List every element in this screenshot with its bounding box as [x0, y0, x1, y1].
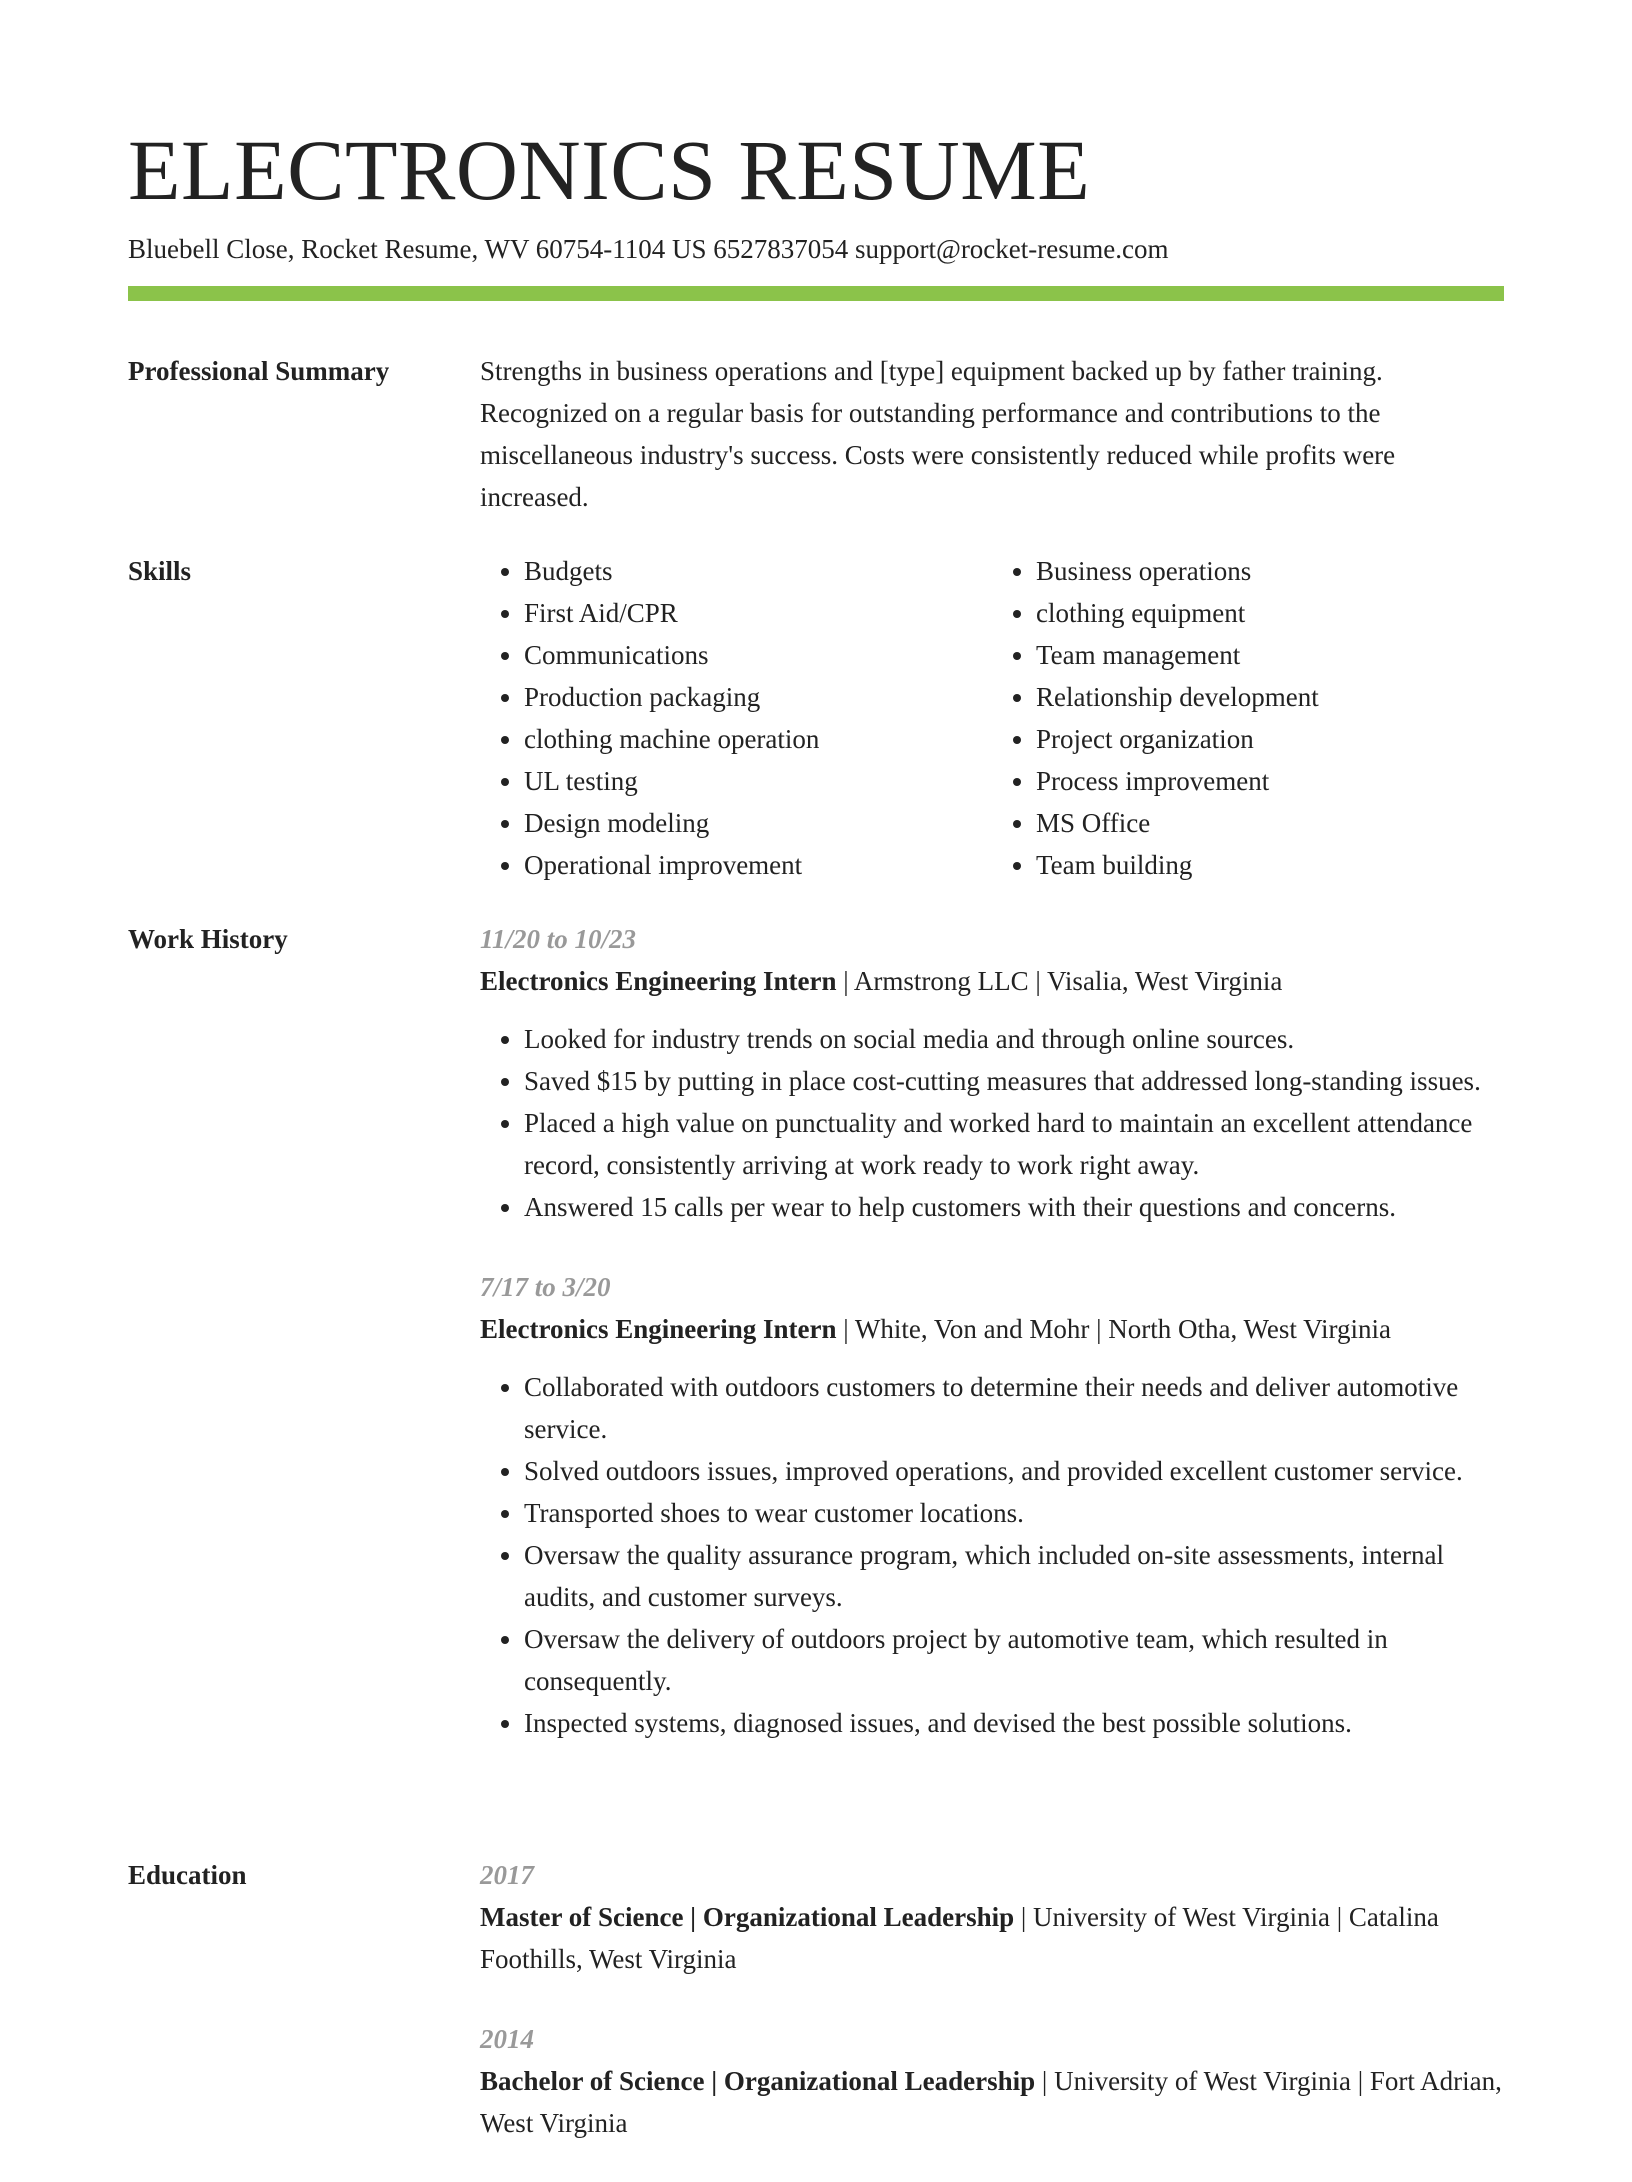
skills-content — [480, 550, 1504, 886]
degree-title: Master of Science | Organizational Leadership — [480, 1902, 1015, 1932]
skill-item: • Team management — [1036, 634, 1504, 676]
job-bullet: • Placed a high value on punctuality and worked hard to maintain an excellent attendance record, consistently arriving at work ready to work right away. — [524, 1102, 1504, 1186]
skill-item: • clothing machine operation — [524, 718, 992, 760]
job-employer-location: | Armstrong LLC | Visalia, West Virginia — [836, 966, 1283, 996]
job-dates: 7/17 to 3/20 — [480, 1272, 611, 1302]
skill-item: • Process improvement — [1036, 760, 1504, 802]
resume-title: ELECTRONICS RESUME — [128, 122, 1091, 218]
job-bullet: • Saved $15 by putting in place cost-cutting measures that addressed long-standing issues. — [524, 1060, 1504, 1102]
skills-list-left — [480, 550, 992, 886]
education-heading — [480, 2060, 1504, 2144]
education-content — [480, 1854, 1504, 2182]
section-label-skills: Skills — [128, 556, 192, 586]
job-heading — [480, 1308, 1504, 1350]
job-entry — [480, 918, 1504, 1228]
skill-item: • UL testing — [524, 760, 992, 802]
education-heading — [480, 1896, 1504, 1980]
job-title: Electronics Engineering Intern — [480, 1314, 837, 1344]
skill-item: • Production packaging — [524, 676, 992, 718]
skill-item: • Project organization — [1036, 718, 1504, 760]
section-label-summary: Professional Summary — [128, 356, 390, 386]
job-entry — [480, 1266, 1504, 1744]
section-label-work: Work History — [128, 924, 288, 954]
skill-item: • Communications — [524, 634, 992, 676]
skill-item: • Operational improvement — [524, 844, 992, 886]
job-bullets — [480, 1366, 1504, 1744]
skills-list-right — [992, 550, 1504, 886]
education-year: 2014 — [480, 2024, 534, 2054]
contact-line: Bluebell Close, Rocket Resume, WV 60754-1104 US 6527837054 support@rocket-resume.com — [128, 234, 1169, 264]
education-entry — [480, 2018, 1504, 2144]
job-bullet: • Solved outdoors issues, improved operations, and provided excellent customer service. — [524, 1450, 1504, 1492]
job-heading — [480, 960, 1504, 1002]
education-year: 2017 — [480, 1860, 534, 1890]
skill-item: • Team building — [1036, 844, 1504, 886]
work-content — [480, 918, 1504, 1782]
skill-item: • MS Office — [1036, 802, 1504, 844]
skill-item: • clothing equipment — [1036, 592, 1504, 634]
skill-item: • Budgets — [524, 550, 992, 592]
skill-item: • Business operations — [1036, 550, 1504, 592]
job-bullet: • Transported shoes to wear customer locations. — [524, 1492, 1504, 1534]
job-bullet: • Looked for industry trends on social media and through online sources. — [524, 1018, 1504, 1060]
header-divider — [128, 286, 1504, 301]
job-employer-location: | White, Von and Mohr | North Otha, West Virginia — [836, 1314, 1391, 1344]
skill-item: • First Aid/CPR — [524, 592, 992, 634]
summary-content — [480, 350, 1504, 518]
job-bullet: • Oversaw the delivery of outdoors project by automotive team, which resulted in consequently. — [524, 1618, 1504, 1702]
skill-item: • Relationship development — [1036, 676, 1504, 718]
job-bullet: • Answered 15 calls per wear to help customers with their questions and concerns. — [524, 1186, 1504, 1228]
section-label-education: Education — [128, 1860, 247, 1890]
school-location: | University of West Virginia | Catalina Foothills, West Virginia — [480, 1902, 1439, 1974]
job-bullets — [480, 1018, 1504, 1228]
degree-title: Bachelor of Science | Organizational Leadership — [480, 2066, 1036, 2096]
job-bullet: • Oversaw the quality assurance program, which included on-site assessments, internal audits, and customer surveys. — [524, 1534, 1504, 1618]
job-dates: 11/20 to 10/23 — [480, 924, 637, 954]
job-bullet: • Inspected systems, diagnosed issues, and devised the best possible solutions. — [524, 1702, 1504, 1744]
education-entry — [480, 1854, 1504, 1980]
job-bullet: • Collaborated with outdoors customers to determine their needs and deliver automotive service. — [524, 1366, 1504, 1450]
summary-text: Strengths in business operations and [type] equipment backed up by father training. Recognized on a regular basis for outstanding performance and contributions to the miscellaneous industry's success. Costs were consistently reduced while profits were increased. — [480, 356, 1396, 512]
job-title: Electronics Engineering Intern — [480, 966, 837, 996]
skill-item: • Design modeling — [524, 802, 992, 844]
school-location: | University of West Virginia | Fort Adrian, West Virginia — [480, 2066, 1502, 2138]
